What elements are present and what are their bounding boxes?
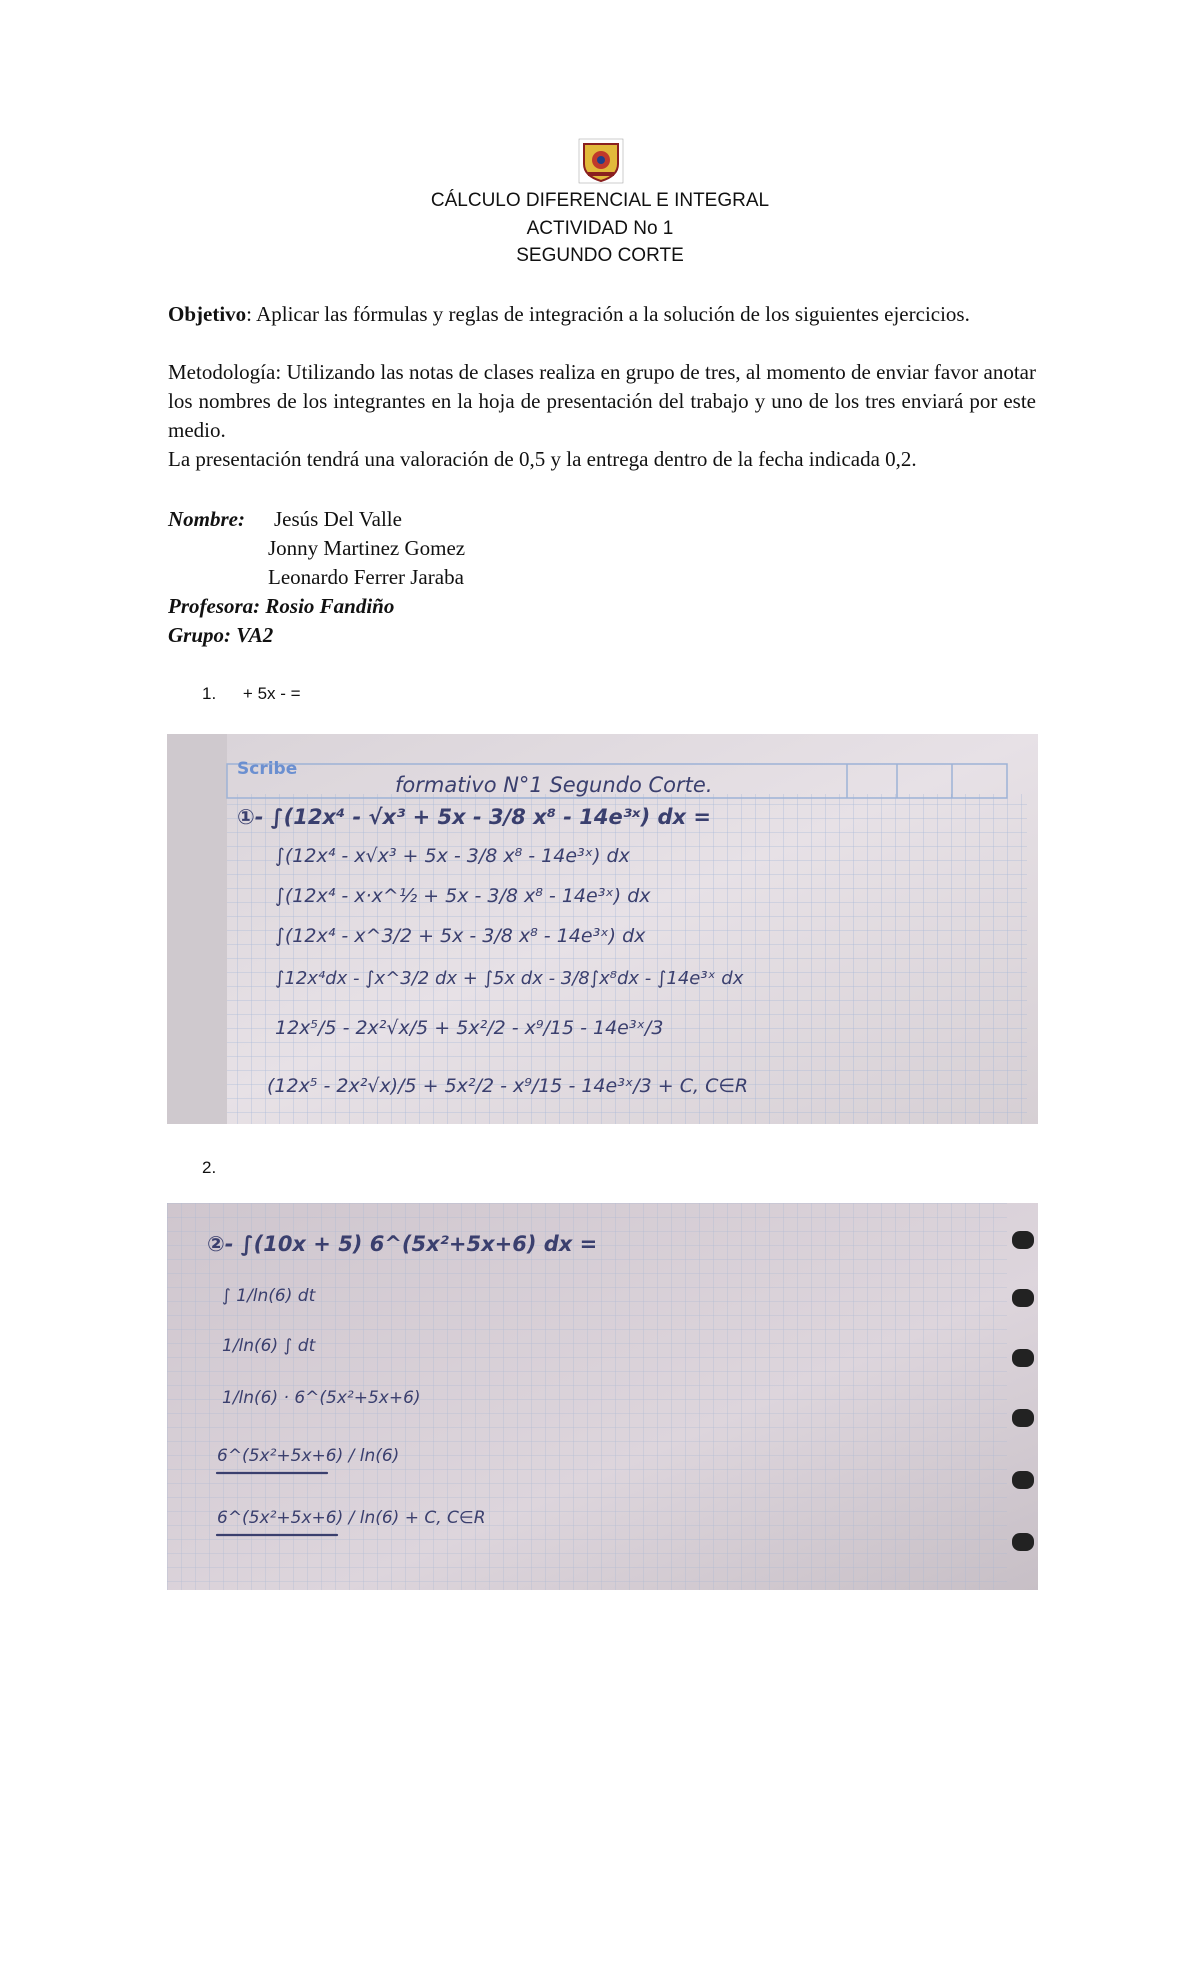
presentation-paragraph: La presentación tendrá una valoración de 0,5 y la entrega dentro de la fecha indicada 0,2. — [168, 447, 917, 471]
exercise-1-photo — [167, 734, 1038, 1124]
hw2-line-6: 6^(5x²+5x+6) / ln(6) + C, C∈R — [217, 1508, 486, 1528]
hw2-line-2: ∫ 1/ln(6) dt — [222, 1286, 316, 1306]
exercise-1-text: + 5x - = — [242, 684, 301, 703]
objective-paragraph — [168, 300, 1036, 329]
group-line: Grupo: VA2 — [168, 623, 274, 647]
hw-line-6: 12x⁵/5 - 2x²√x/5 + 5x²/2 - x⁹/15 - 14e³ˣ/3 — [275, 1017, 664, 1039]
hw-line-3: ∫(12x⁴ - x·x^½ + 5x - 3/8 x⁸ - 14e³ˣ) dx — [275, 885, 651, 907]
notebook-title: formativo N°1 Segundo Corte. — [395, 773, 713, 797]
hw2-line-5: 6^(5x²+5x+6) / ln(6) — [217, 1446, 400, 1466]
member-3: Leonardo Ferrer Jaraba — [268, 565, 464, 589]
hw-line-2: ∫(12x⁴ - x√x³ + 5x - 3/8 x⁸ - 14e³ˣ) dx — [275, 845, 630, 867]
hw-line-5: ∫12x⁴dx - ∫x^3/2 dx + ∫5x dx - 3/8∫x⁸dx - ∫14e³ˣ dx — [275, 968, 744, 989]
hw2-line-4: 1/ln(6) · 6^(5x²+5x+6) — [222, 1388, 421, 1408]
hw2-line-1: ②- ∫(10x + 5) 6^(5x²+5x+6) dx = — [207, 1232, 598, 1256]
hw2-line-3: 1/ln(6) ∫ dt — [222, 1336, 316, 1356]
term-title: SEGUNDO CORTE — [516, 245, 684, 266]
member-2: Jonny Martinez Gomez — [268, 536, 466, 560]
name-label: Nombre: — [168, 507, 245, 531]
objective-text: : Aplicar las fórmulas y reglas de integración a la solución de los siguientes ejercicios. — [246, 302, 970, 326]
scribe-brand: Scribe — [237, 759, 298, 779]
exercise-1-label — [202, 684, 301, 704]
activity-title: ACTIVIDAD No 1 — [526, 218, 674, 239]
objective-label: Objetivo — [168, 302, 247, 326]
exercise-1-number: 1. — [202, 684, 217, 703]
hw-line-7: (12x⁵ - 2x²√x)/5 + 5x²/2 - x⁹/15 - 14e³ˣ/3 + C, C∈R — [267, 1075, 749, 1097]
exercise-2-label — [202, 1158, 216, 1178]
hw-line-4: ∫(12x⁴ - x^3/2 + 5x - 3/8 x⁸ - 14e³ˣ) dx — [275, 925, 646, 947]
methodology-paragraph: Metodología: Utilizando las notas de clases realiza en grupo de tres, al momento de enviar favor anotar los nombres de los integrantes en la hoja de presentación del trabajo y uno de los tres enviará por este medio. — [168, 360, 1036, 442]
exercise-2-photo — [167, 1203, 1038, 1590]
hw-line-1: ①- ∫(12x⁴ - √x³ + 5x - 3/8 x⁸ - 14e³ˣ) dx = — [237, 805, 711, 829]
course-title: CÁLCULO DIFERENCIAL E INTEGRAL — [430, 190, 770, 211]
member-1: Jesús Del Valle — [274, 507, 402, 531]
teacher-line: Profesora: Rosio Fandiño — [168, 594, 395, 618]
exercise-2-number: 2. — [202, 1158, 217, 1177]
university-logo-icon — [578, 138, 624, 184]
